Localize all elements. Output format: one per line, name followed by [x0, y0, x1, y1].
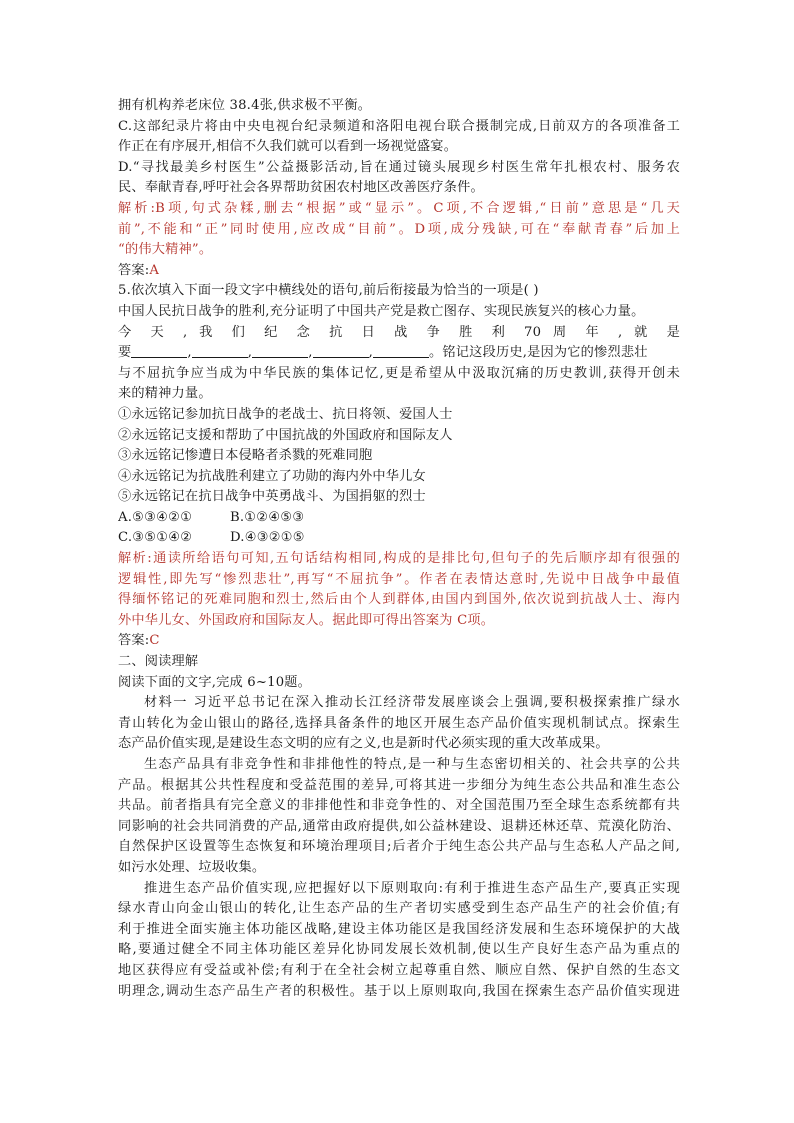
option-row	[118, 508, 680, 529]
text-line: 产品。根据其公共性程度和受益范围的差异,可将其进一步细分为纯生态公共品和准生态公	[118, 777, 680, 793]
text-line: 材料一 习近平总书记在深入推动长江经济带发展座谈会上强调,要积极探索推广绿水	[144, 695, 680, 711]
question-stem: 5.依次填入下面一段文字中横线处的语句,前后衔接最为恰当的一项是( )	[118, 283, 539, 299]
analysis-line: 前”,不能和“正”同时使用,应改成“目前”。D项,成分残缺,可在“奉献青春”后加上	[118, 221, 680, 237]
blank-5[interactable]	[373, 343, 429, 358]
reading-paragraph-3	[118, 879, 680, 1003]
answer-label: 答案:	[118, 262, 150, 278]
document-page	[118, 96, 680, 1002]
blank-4[interactable]	[313, 343, 369, 358]
text-line: 与不屈抗争应当成为中华民族的集体记忆,更是希望从中汲取沉痛的历史教训,获得开创未	[118, 365, 680, 381]
statement-item: ②永远铭记支援和帮助了中国抗战的外国政府和国际友人	[118, 427, 453, 443]
analysis-line: 解析:通读所给语句可知,五句话结构相同,构成的是排比句,但句子的先后顺序却有很强的	[118, 551, 680, 567]
statement-item: ④永远铭记为抗战胜利建立了功勋的海内外中华儿女	[118, 468, 426, 484]
text-line: C.这部纪录片将由中央电视台纪录频道和洛阳电视台联合摄制完成,日前双方的各项准备工	[118, 118, 680, 134]
statement-item: ⑤永远铭记在抗日战争中英勇战斗、为国捐躯的烈士	[118, 489, 426, 505]
analysis-line: 外中华儿女、外国政府和国际友人。据此即可得出答案为 C项。	[118, 612, 495, 628]
question-4-answer	[118, 261, 680, 282]
option-a: A.⑤③④②①	[118, 509, 193, 525]
question-5	[118, 281, 680, 549]
analysis-line: 逻辑性,即先写“惨烈悲壮”,再写“不屈抗争”。作者在表情达意时,先说中日战争中最值	[118, 571, 680, 587]
blank-3[interactable]	[252, 343, 308, 358]
reading-paragraph-2	[118, 755, 680, 879]
statement-item: ③永远铭记惨遭日本侵略者杀戮的死难同胞	[118, 448, 373, 464]
text-line: D.“寻找最美乡村医生”公益摄影活动,旨在通过镜头展现乡村医生常年扎根农村、服务农	[118, 159, 680, 175]
text-line: 作正在有序展开,相信不久我们就可以看到一场视觉盛宴。	[118, 139, 458, 155]
text-line: 绿水青山向金山银山的转化,让生态产品的生产者切实感受到生态产品生产的社会价值;有	[118, 901, 680, 917]
text-line: 生态产品具有非竞争性和非排他性的特点,是一种与生态密切相关的、社会共享的公共	[144, 757, 680, 772]
blank-2[interactable]	[192, 343, 248, 358]
option-row	[118, 528, 680, 549]
text-line: 推进生态产品价值实现,应把握好以下原则取向:有利于推进生态产品生产,要真正实现	[144, 880, 680, 896]
option-c: C.③⑤①④②	[118, 530, 193, 546]
question-4-analysis	[118, 199, 680, 261]
answer-label: 答案:	[118, 633, 150, 649]
analysis-line: “的伟大精神”。	[118, 242, 213, 258]
question-5-analysis	[118, 549, 680, 631]
text-line: 如污水处理、垃圾收集。	[118, 859, 266, 875]
fill-blank-line: 要 , , , , 。铭记这段历史,是因为它的惨烈悲壮	[118, 345, 648, 361]
question-5-answer	[118, 631, 680, 652]
reading-paragraph-1	[118, 693, 680, 755]
text-line: 今 天 , 我 们 纪 念 抗 日 战 争 胜 利 70 周 年 , 就 是	[118, 324, 680, 340]
text-line: 民、奉献青春,呼吁社会各界帮助贫困农村地区改善医疗条件。	[118, 180, 484, 196]
text-line: 青山转化为金山银山的路径,选择具备条件的地区开展生态产品价值实现机制试点。探索生	[118, 715, 680, 731]
statement-item: ①永远铭记参加抗日战争的老战士、抗日将领、爱国人士	[118, 406, 453, 422]
answer-value: A	[149, 262, 160, 278]
question-4-options	[118, 96, 680, 199]
text-line: 中国人民抗日战争的胜利,充分证明了中国共产党是救亡图存、实现民族复兴的核心力量。	[118, 303, 645, 319]
text-line: 同影响的社会共同消费的产品,通常由政府提供,如公益林建设、退耕还林还草、荒漠化防治、	[118, 818, 680, 834]
text-line: 地区获得应有受益或补偿;有利于在全社会树立起尊重自然、顺应自然、保护自然的生态文	[118, 962, 680, 978]
section-heading: 二、阅读理解	[118, 654, 199, 670]
blank-1[interactable]	[131, 343, 187, 358]
text-line: 拥有机构养老床位 38.4张,供求极不平衡。	[118, 98, 372, 113]
text-line: 态产品价值实现,是建设生态文明的应有之义,也是新时代必须实现的重大改革成果。	[118, 736, 609, 752]
text-line: 共品。前者指具有完全意义的非排他性和非竞争性的、对全国范围乃至全球生态系统都有共	[118, 798, 680, 814]
analysis-line: 得缅怀铭记的死难同胞和烈士,然后由个人到群体,由国内到国外,依次说到抗战人士、海内	[118, 592, 680, 608]
answer-value: C	[149, 633, 160, 649]
text-line: 略,要通过健全不同主体功能区差异化协同发展长效机制,使以生产良好生态产品为重点的	[118, 942, 680, 958]
option-b: B.①②④⑤③	[230, 509, 305, 525]
analysis-line: 解析:B项,句式杂糅,删去“根据”或“显示”。C项,不合逻辑,“日前”意思是“几天	[118, 200, 680, 216]
text-line: 利于推进全面实施主体功能区战略,建设主体功能区是我国经济发展和生态环境保护的大战	[118, 921, 680, 937]
text-line: 明理念,调动生态产品生产者的积极性。基于以上原则取向,我国在探索生态产品价值实现进	[118, 983, 680, 999]
text-line: 来的精神力量。	[118, 386, 212, 402]
option-d: D.④③②①⑤	[230, 530, 305, 546]
reading-instruction: 阅读下面的文字,完成 6~10题。	[118, 674, 312, 690]
text-line: 自然保护区设置等生态恢复和环境治理项目;后者介于纯生态公共产品与生态私人产品之间,	[118, 839, 680, 855]
